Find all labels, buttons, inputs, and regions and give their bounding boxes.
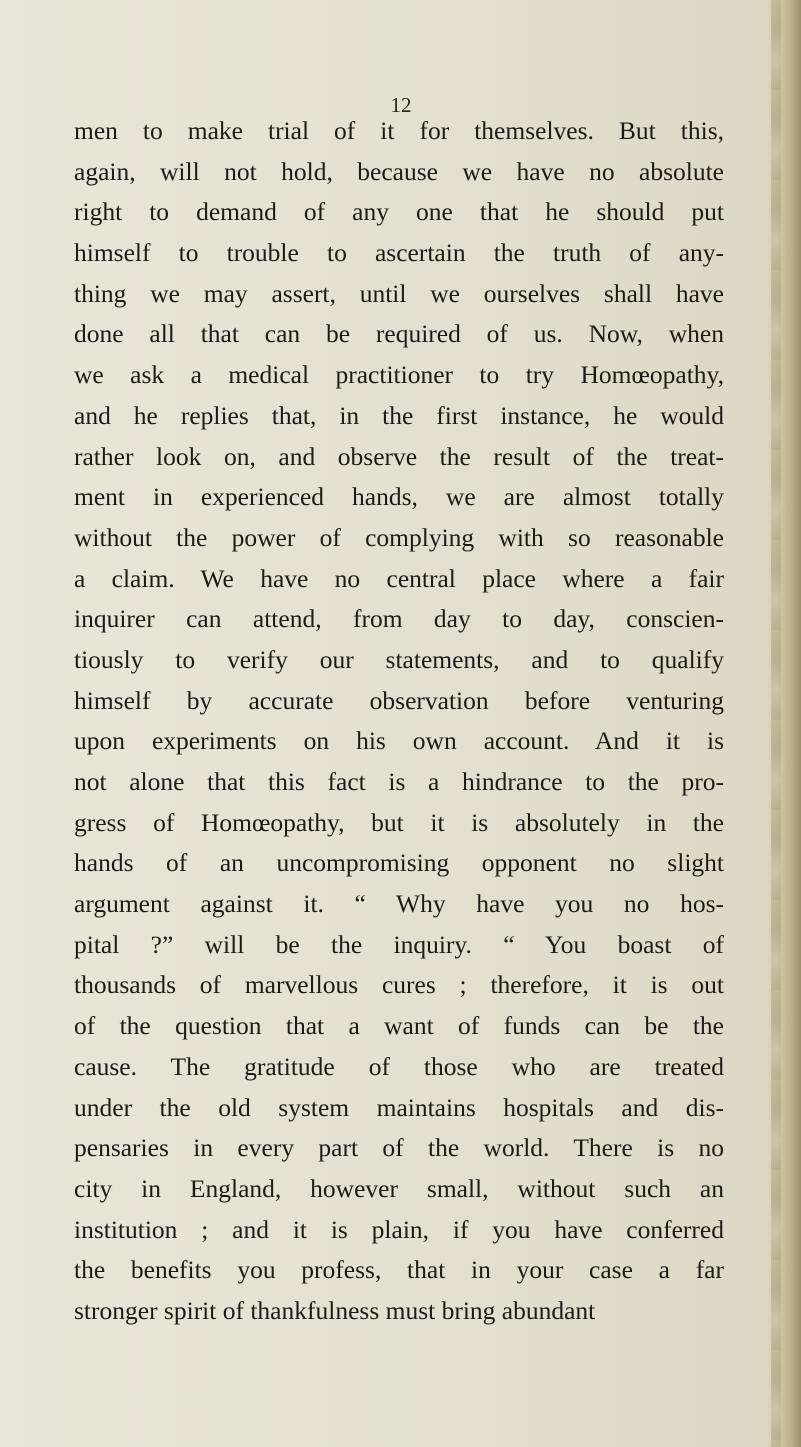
text-line: we ask a medical practitioner to try Homœopathy, [74, 360, 724, 390]
text-line: himself to trouble to ascertain the truth of any- [74, 238, 724, 268]
text-line: pital ?” will be the inquiry. “ You boast of [74, 929, 724, 959]
text-line: himself by accurate observation before venturing [74, 685, 724, 715]
text-line: and he replies that, in the first instance, he would [74, 400, 724, 430]
text-line: gress of Homœopathy, but it is absolutely in the [74, 807, 724, 837]
text-line: not alone that this fact is a hindrance to the pro- [74, 767, 724, 796]
text-line: thing we may assert, until we ourselves shall have [74, 278, 724, 308]
text-line: the benefits you profess, that in your case a far [74, 1255, 724, 1285]
text-line: ment in experienced hands, we are almost totally [74, 482, 724, 512]
page-binding-shadow [771, 0, 781, 1447]
text-line: done all that can be required of us. Now, when [74, 319, 724, 349]
text-line: thousands of marvellous cures ; therefore, it is out [74, 970, 724, 1000]
page-number: 12 [390, 93, 412, 117]
text-line: stronger spirit of thankfulness must bring abundant [74, 1295, 596, 1325]
text-line: under the old system maintains hospitals and dis- [74, 1092, 724, 1122]
text-line: city in England, however small, without such an [74, 1173, 724, 1203]
text-line: tiously to verify our statements, and to qualify [74, 644, 724, 674]
text-line: men to make trial of it for themselves. But this, [74, 116, 724, 145]
body-text [74, 111, 724, 1332]
text-line: inquirer can attend, from day to day, conscien- [74, 604, 724, 634]
text-line: cause. The gratitude of those who are treated [74, 1051, 724, 1081]
text-line: of the question that a want of funds can be the [74, 1011, 724, 1041]
text-line: without the power of complying with so reasonable [74, 522, 724, 552]
text-line: upon experiments on his own account. And it is [74, 726, 724, 756]
text-line: a claim. We have no central place where a fair [74, 563, 724, 593]
text-line: pensaries in every part of the world. There is no [74, 1133, 724, 1163]
text-line: argument against it. “ Why have you no hos- [74, 889, 724, 919]
text-line: again, will not hold, because we have no absolute [74, 156, 724, 186]
text-line: institution ; and it is plain, if you have conferred [74, 1214, 724, 1244]
text-line: right to demand of any one that he should put [74, 197, 724, 227]
text-line: rather look on, and observe the result of the treat- [74, 441, 724, 471]
text-line: hands of an uncompromising opponent no slight [74, 848, 724, 878]
